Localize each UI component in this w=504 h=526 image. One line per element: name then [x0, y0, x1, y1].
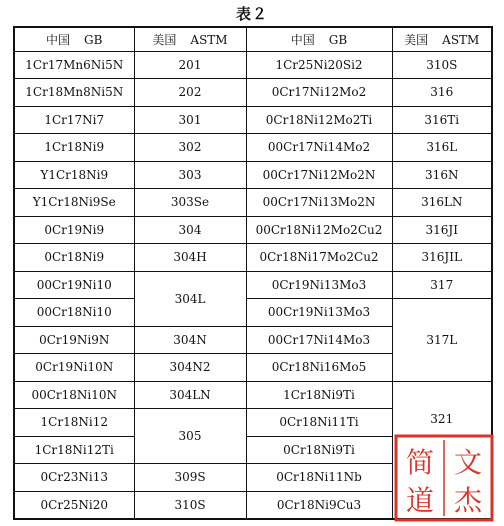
- astm-grade-cell: 316: [392, 79, 492, 107]
- astm-grade-cell: 317L: [392, 299, 492, 382]
- gb-grade-cell: 00Cr18Ni12Mo2Cu2: [246, 216, 392, 244]
- astm-grade-cell: 201: [134, 51, 246, 79]
- astm-grade-cell: 303: [134, 161, 246, 189]
- gb-grade-cell: 0Cr18Ni11Ti: [246, 409, 392, 437]
- astm-grade-cell: 305: [134, 409, 246, 464]
- gb-grade-cell: Y1Cr18Ni9Se: [14, 189, 134, 217]
- gb-grade-cell: 00Cr19Ni10: [14, 271, 134, 299]
- table-title: 表２: [235, 5, 268, 23]
- gb-grade-cell: 0Cr19Ni10N: [14, 354, 134, 382]
- astm-grade-cell: 304H: [134, 244, 246, 272]
- seal-char: 简: [405, 446, 435, 479]
- astm-grade-cell: 321: [392, 381, 492, 519]
- gb-grade-cell: 1Cr18Ni9: [14, 134, 134, 162]
- astm-grade-cell: 304LN: [134, 381, 246, 409]
- astm-grade-cell: 316JIL: [392, 244, 492, 272]
- astm-grade-cell: 302: [134, 134, 246, 162]
- astm-grade-cell: 301: [134, 106, 246, 134]
- table-row: [14, 271, 492, 299]
- table-row: [14, 189, 492, 217]
- header-china-gb-right: 中国 GB: [246, 27, 392, 51]
- gb-grade-cell: 00Cr17Ni14Mo2: [246, 134, 392, 162]
- astm-grade-cell: 304L: [134, 271, 246, 326]
- table-row: [14, 51, 492, 79]
- steel-grade-table: [13, 26, 493, 520]
- astm-grade-cell: 316LN: [392, 189, 492, 217]
- gb-grade-cell: 0Cr18Ni12Mo2Ti: [246, 106, 392, 134]
- astm-grade-cell: 316JI: [392, 216, 492, 244]
- gb-grade-cell: 0Cr25Ni20: [14, 491, 134, 519]
- gb-grade-cell: 0Cr18Ni9Cu3: [246, 491, 392, 519]
- table-row: [14, 106, 492, 134]
- astm-grade-cell: 304: [134, 216, 246, 244]
- table-row: [14, 216, 492, 244]
- gb-grade-cell: 00Cr18Ni10N: [14, 381, 134, 409]
- astm-grade-cell: 303Se: [134, 189, 246, 217]
- gb-grade-cell: 00Cr17Ni14Mo3: [246, 326, 392, 354]
- astm-grade-cell: 310S: [392, 51, 492, 79]
- gb-grade-cell: 0Cr18Ni16Mo5: [246, 354, 392, 382]
- gb-grade-cell: 1Cr18Ni12: [14, 409, 134, 437]
- table-row: [14, 381, 492, 409]
- seal-char: 文: [453, 446, 483, 479]
- gb-grade-cell: 0Cr17Ni12Mo2: [246, 79, 392, 107]
- astm-grade-cell: 304N: [134, 326, 246, 354]
- astm-grade-cell: 309S: [134, 464, 246, 492]
- astm-grade-cell: 304N2: [134, 354, 246, 382]
- astm-grade-cell: 316N: [392, 161, 492, 189]
- gb-grade-cell: 0Cr19Ni13Mo3: [246, 271, 392, 299]
- gb-grade-cell: 1Cr17Ni7: [14, 106, 134, 134]
- astm-grade-cell: 316Ti: [392, 106, 492, 134]
- seal-char: 道: [405, 484, 435, 517]
- astm-grade-cell: 317: [392, 271, 492, 299]
- gb-grade-cell: 0Cr19Ni9: [14, 216, 134, 244]
- gb-grade-cell: 0Cr18Ni11Nb: [246, 464, 392, 492]
- gb-grade-cell: 1Cr18Ni12Ti: [14, 436, 134, 464]
- header-usa-astm-left: 美国 ASTM: [134, 27, 246, 51]
- table-row: [14, 161, 492, 189]
- table-row: [14, 244, 492, 272]
- gb-grade-cell: 0Cr18Ni17Mo2Cu2: [246, 244, 392, 272]
- table-row: [14, 79, 492, 107]
- gb-grade-cell: 1Cr17Mn6Ni5N: [14, 51, 134, 79]
- gb-grade-cell: 00Cr17Ni12Mo2N: [246, 161, 392, 189]
- gb-grade-cell: 00Cr19Ni13Mo3: [246, 299, 392, 327]
- table-row: [14, 299, 492, 327]
- seal-char: 杰: [453, 484, 483, 517]
- astm-grade-cell: 310S: [134, 491, 246, 519]
- gb-grade-cell: 1Cr18Ni9Ti: [246, 381, 392, 409]
- astm-grade-cell: 202: [134, 79, 246, 107]
- gb-grade-cell: 0Cr19Ni9N: [14, 326, 134, 354]
- gb-grade-cell: 1Cr25Ni20Si2: [246, 51, 392, 79]
- gb-grade-cell: 0Cr23Ni13: [14, 464, 134, 492]
- gb-grade-cell: 00Cr17Ni13Mo2N: [246, 189, 392, 217]
- header-china-gb-left: 中国 GB: [14, 27, 134, 51]
- header-usa-astm-right: 美国 ASTM: [392, 27, 492, 51]
- gb-grade-cell: 00Cr18Ni10: [14, 299, 134, 327]
- gb-grade-cell: 0Cr18Ni9Ti: [246, 436, 392, 464]
- astm-grade-cell: 316L: [392, 134, 492, 162]
- gb-grade-cell: Y1Cr18Ni9: [14, 161, 134, 189]
- gb-grade-cell: 1Cr18Mn8Ni5N: [14, 79, 134, 107]
- gb-grade-cell: 0Cr18Ni9: [14, 244, 134, 272]
- table-row: [14, 134, 492, 162]
- header-row: [14, 27, 492, 51]
